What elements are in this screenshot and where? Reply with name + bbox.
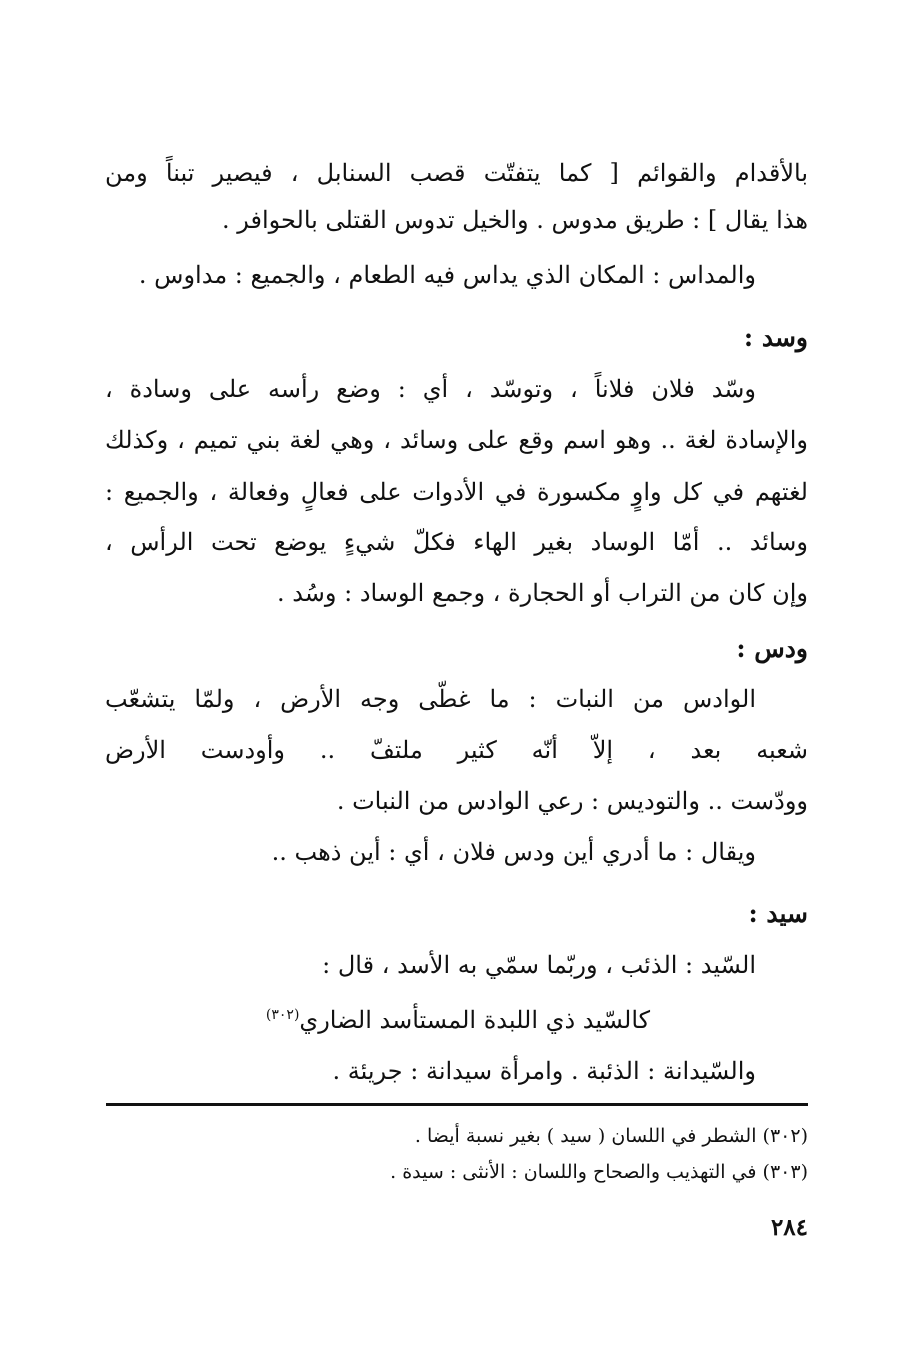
text-line-16: السّيد : الذئب ، وربّما سمّي به الأسد ، قال : [322,951,756,979]
text-line-3: والمداس : المكان الذي يداس فيه الطعام ، والجميع : مداوس . [138,261,756,289]
poetry-verse-text: كالسّيد ذي اللبدة المستأسد الضاري [299,1006,651,1034]
text-line-11: الوادس من النبات : ما غطّى وجه الأرض ، ولمّا يتشعّب [105,685,756,713]
text-line-5: وسّد فلان فلاناً ، وتوسّد ، أي : وضع رأسه على وسادة ، [105,375,756,403]
page-number: ٢٨٤ [770,1214,808,1241]
text-line-2: هذا يقال ] : طريق مدوس . والخيل تدوس القتلى بالحوافر . [221,206,808,234]
entry-heading-wadas: ودس : [736,634,808,663]
footnote-divider [106,1103,808,1106]
text-line-12: شعبه بعد ، إلاّ أنّه كثير ملتفّ .. وأودست الأرض [105,736,808,764]
text-line-8: وسائد .. أمّا الوساد بغير الهاء فكلّ شيءٍ يوضع تحت الرأس ، [105,528,808,556]
entry-heading-wasad: وسد : [743,323,808,352]
footnote-302: (٣٠٢) الشطر في اللسان ( سيد ) بغير نسبة أيضا . [414,1125,808,1147]
text-line-7: لغتهم في كل واوٍ مكسورة في الأدوات على فعالٍ وفعالة ، والجميع : [105,478,808,506]
footnote-reference: (٣٠٢) [265,1007,300,1023]
text-line-18: والسّيدانة : الذئبة . وامرأة سيدانة : جريئة . [332,1057,756,1085]
text-line-1: بالأقدام والقوائم [ كما يتفتّت قصب السنابل ، فيصير تبناً ومن [105,159,808,187]
text-line-9: وإن كان من التراب أو الحجارة ، وجمع الوساد : وسُد . [276,579,808,607]
entry-heading-sayd: سيد : [748,899,808,928]
poetry-verse [0,1003,916,1037]
text-line-13: وودّست .. والتوديس : رعي الوادس من النبات . [336,787,808,815]
text-line-6: والإسادة لغة .. وهو اسم وقع على وسائد ، وهي لغة بني تميم ، وكذلك [105,426,808,454]
text-line-14: ويقال : ما أدري أين ودس فلان ، أي : أين ذهب .. [271,838,756,866]
footnote-303: (٣٠٣) في التهذيب والصحاح واللسان : الأنثى : سيدة . [390,1161,808,1183]
